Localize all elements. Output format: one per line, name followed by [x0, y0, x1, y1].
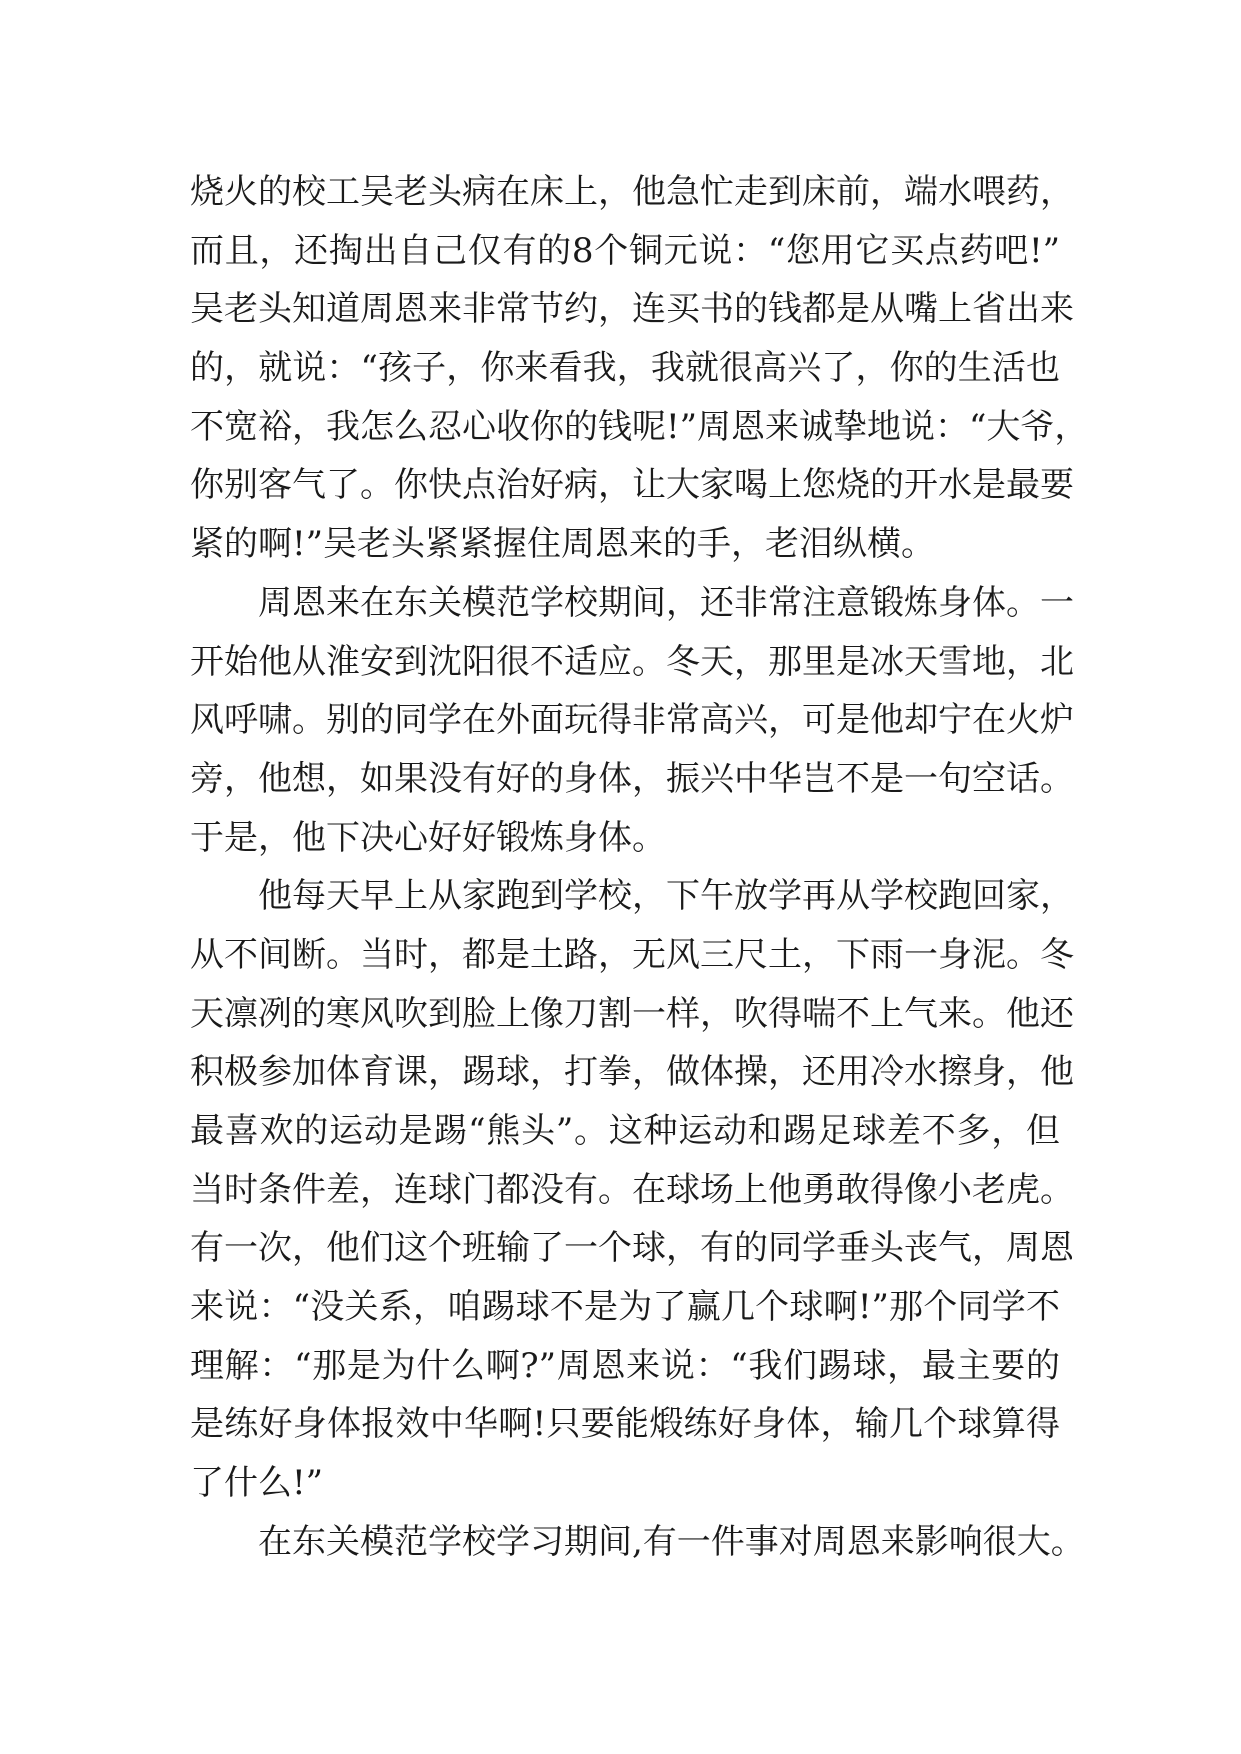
text-line: 来说：“没关系，咱踢球不是为了赢几个球啊!”那个同学不	[190, 1287, 1060, 1328]
text-line: 紧的啊!”吴老头紧紧握住周恩来的手，老泪纵横。	[190, 524, 936, 565]
text-line: 了什么!”	[190, 1463, 324, 1504]
text-line: 旁，他想，如果没有好的身体，振兴中华岂不是一句空话。	[190, 758, 1074, 799]
text-line: 从不间断。当时，都是土路，无风三尺土，下雨一身泥。冬	[190, 934, 1074, 975]
text-line: 周恩来在东关模范学校期间，还非常注意锻炼身体。一	[258, 582, 1074, 623]
text-line: 积极参加体育课，踢球，打拳，做体操，还用冷水擦身，他	[190, 1052, 1074, 1093]
text-line: 于是，他下决心好好锻炼身体。	[190, 817, 666, 858]
text-line: 的，就说：“孩子，你来看我，我就很高兴了，你的生活也	[190, 348, 1060, 389]
text-line: 开始他从淮安到沈阳很不适应。冬天，那里是冰天雪地，北	[190, 641, 1074, 682]
text-line: 他每天早上从家跑到学校，下午放学再从学校跑回家，	[258, 876, 1074, 917]
text-line: 而且，还掏出自己仅有的8个铜元说：“您用它买点药吧!”	[190, 230, 1060, 271]
text-line: 不宽裕，我怎么忍心收你的钱呢!”周恩来诚挚地说：“大爷，	[190, 406, 1089, 447]
text-line: 理解：“那是为什么啊?”周恩来说：“我们踢球，最主要的	[190, 1345, 1060, 1386]
text-line: 在东关模范学校学习期间,有一件事对周恩来影响很大。	[258, 1521, 1085, 1562]
text-line: 吴老头知道周恩来非常节约，连买书的钱都是从嘴上省出来	[190, 289, 1074, 330]
text-line: 你别客气了。你快点治好病，让大家喝上您烧的开水是最要	[190, 465, 1074, 506]
text-line: 有一次，他们这个班输了一个球，有的同学垂头丧气，周恩	[190, 1228, 1074, 1269]
text-line: 烧火的校工吴老头病在床上，他急忙走到床前，端水喂药，	[190, 172, 1074, 212]
document-body	[190, 163, 1089, 1572]
text-line: 是练好身体报效中华啊!只要能煅练好身体，输几个球算得	[190, 1404, 1060, 1445]
text-line: 天凛冽的寒风吹到脸上像刀割一样，吹得喘不上气来。他还	[190, 993, 1074, 1034]
text-line: 风呼啸。别的同学在外面玩得非常高兴，可是他却宁在火炉	[190, 700, 1074, 741]
text-line: 最喜欢的运动是踢“熊头”。这种运动和踢足球差不多，但	[190, 1111, 1060, 1151]
text-line: 当时条件差，连球门都没有。在球场上他勇敢得像小老虎。	[190, 1169, 1074, 1210]
